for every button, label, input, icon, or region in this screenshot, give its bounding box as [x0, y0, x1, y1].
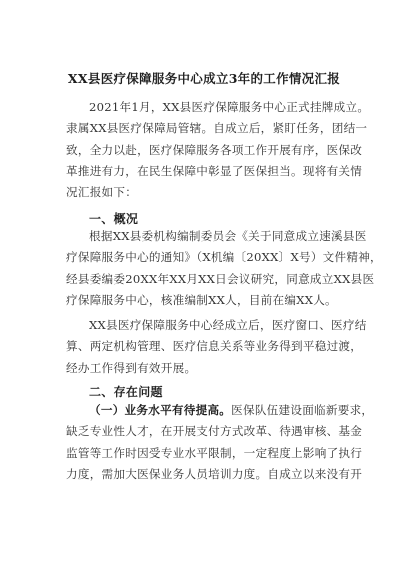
overview-line: 算、两定机构管理、医疗信息关系等业务得到平稳过渡，: [66, 339, 363, 354]
problems-paragraph: [66, 400, 374, 485]
section-heading-overview: 一、概况: [89, 212, 139, 226]
subheading-business-level: （一）业务水平有待提高。: [89, 403, 232, 417]
intro-paragraph: [66, 97, 370, 203]
overview-paragraph-1: [66, 226, 382, 311]
problems-line: 监管等工作时因受专业水平限制，一定程度上影响了执行: [66, 445, 363, 460]
overview-line: 经县委编委20XX年XX月XX日会议研究，同意成立XX县医: [66, 271, 375, 286]
intro-line: 致，全力以赴，医疗保障服务各项工作开展有序，医保改: [66, 142, 363, 157]
problems-line: 力度，需加大医保业务人员培训力度。自成立以来没有开: [66, 466, 363, 481]
problems-text: 医保队伍建设面临新要求，: [231, 403, 374, 417]
overview-paragraph-2: [66, 315, 367, 379]
intro-line: 2021年1月，XX县医疗保障服务中心正式挂牌成立。: [89, 100, 370, 114]
overview-line: XX县医疗保障服务中心经成立后，医疗窗口、医疗结: [89, 318, 367, 332]
problems-line: [66, 400, 374, 421]
overview-line: 疗保障服务中心的通知》（X机编〔20XX〕X号）文件精神，: [66, 250, 382, 265]
problems-line: 缺乏专业性人才，在开展支付方式改革、待遇审核、基金: [66, 424, 363, 439]
intro-line: 隶属XX县医疗保障局管辖。自成立后，紧盯任务，团结一: [66, 121, 368, 136]
overview-line: 经办工作得到有效开展。: [66, 360, 197, 375]
section-heading-problems: 二、存在问题: [89, 385, 163, 399]
overview-line: 疗保障服务中心，核准编制XX人，目前在编XX人。: [66, 292, 337, 307]
intro-line: 革推进有力，在民生保障中彰显了医保担当。现将有关情: [66, 163, 363, 178]
overview-line: 根据XX县委机构编制委员会《关于同意成立速溪县医: [89, 229, 367, 243]
document-title: XX县医疗保障服务中心成立3年的工作情况汇报: [67, 71, 341, 86]
intro-line: 况汇报如下：: [66, 185, 138, 200]
